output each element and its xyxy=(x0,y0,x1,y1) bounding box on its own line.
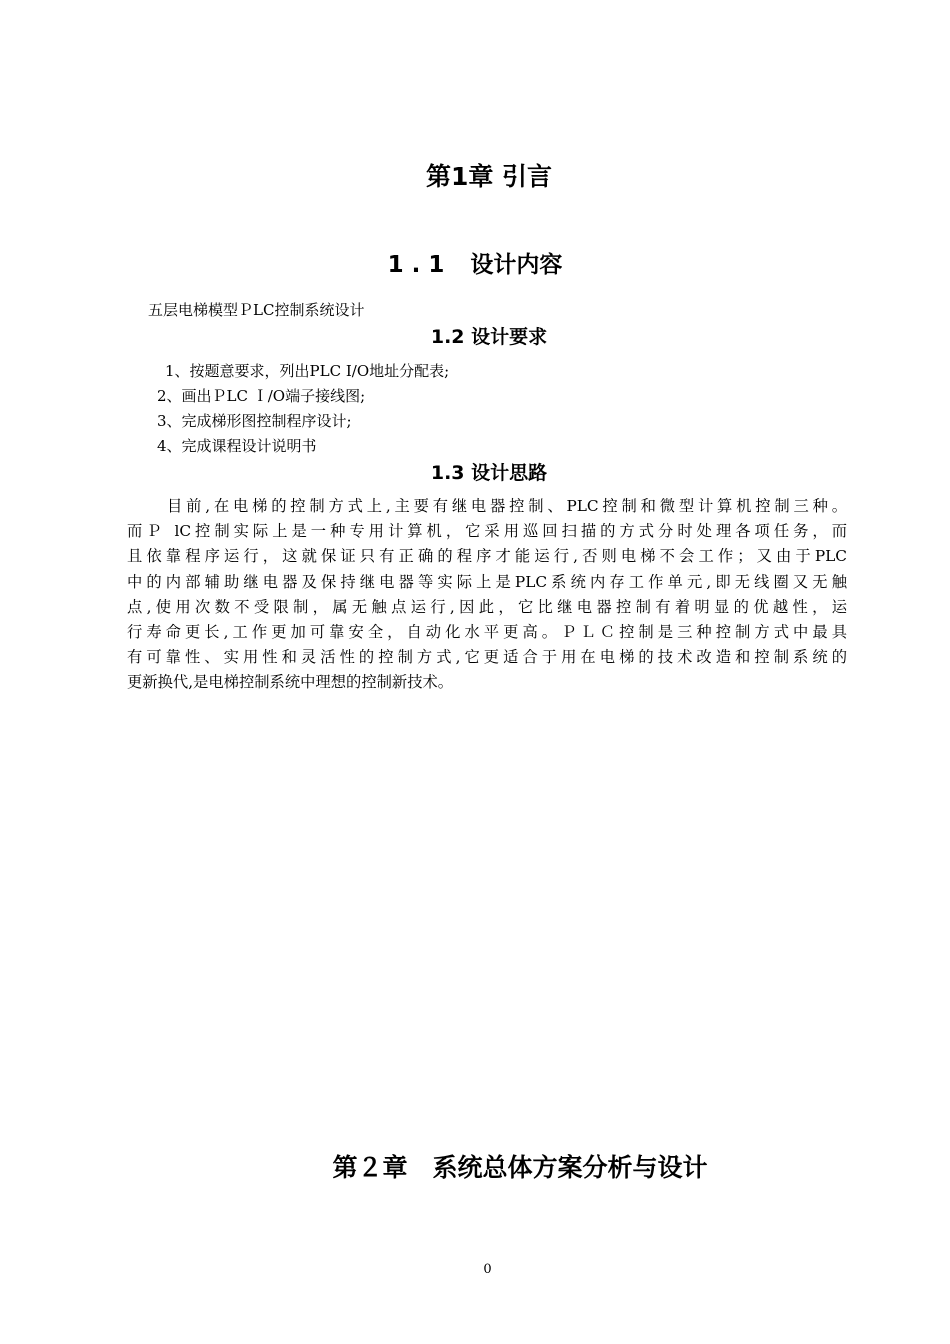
section-1-2-heading: 1.2 设计要求 xyxy=(430,326,548,348)
paragraph-line: 中的内部辅助继电器及保持继电器等实际上是PLC系统内存工作单元,即无线圈又无触 xyxy=(127,572,847,591)
requirement-item: 4、完成课程设计说明书 xyxy=(157,437,317,455)
paragraph-line: 更新换代,是电梯控制系统中理想的控制新技术。 xyxy=(127,673,454,692)
paragraph-line: 目前,在电梯的控制方式上,主要有继电器控制、PLC控制和微型计算机控制三种。 xyxy=(167,497,847,515)
design-content-text: 五层电梯模型ＰLC控制系统设计 xyxy=(148,301,365,319)
chapter-1-title: 第1章 引言 xyxy=(425,162,553,191)
requirement-item: 1、按题意要求，列出PLC I/O地址分配表; xyxy=(165,362,450,380)
page-number: 0 xyxy=(483,1262,492,1277)
paragraph-line: 且依靠程序运行，这就保证只有正确的程序才能运行,否则电梯不会工作；又由于PLC xyxy=(127,547,847,566)
requirement-item: 2、画出ＰLC Ｉ/O端子接线图; xyxy=(157,387,366,405)
design-idea-paragraph xyxy=(127,494,847,696)
section-1-1-number: 1.1 xyxy=(387,252,453,278)
paragraph-line: 而Ｐ lC控制实际上是一种专用计算机，它采用巡回扫描的方式分时处理各项任务，而 xyxy=(127,522,847,541)
requirement-item: 3、完成梯形图控制程序设计; xyxy=(157,412,352,430)
section-1-1-heading xyxy=(0,246,950,279)
paragraph-line: 行寿命更长,工作更加可靠安全，自动化水平更高。ＰＬＣ控制是三种控制方式中最具 xyxy=(127,622,847,641)
paragraph-line: 点,使用次数不受限制，属无触点运行,因此，它比继电器控制有着明显的优越性，运 xyxy=(127,597,847,616)
section-1-3-heading: 1.3 设计思路 xyxy=(430,462,548,484)
section-1-1-title: 设计内容 xyxy=(470,252,563,278)
paragraph-line: 有可靠性、实用性和灵活性的控制方式,它更适合于用在电梯的技术改造和控制系统的 xyxy=(127,648,847,667)
chapter-2-title: 第２章 系统总体方案分析与设计 xyxy=(332,1153,708,1182)
